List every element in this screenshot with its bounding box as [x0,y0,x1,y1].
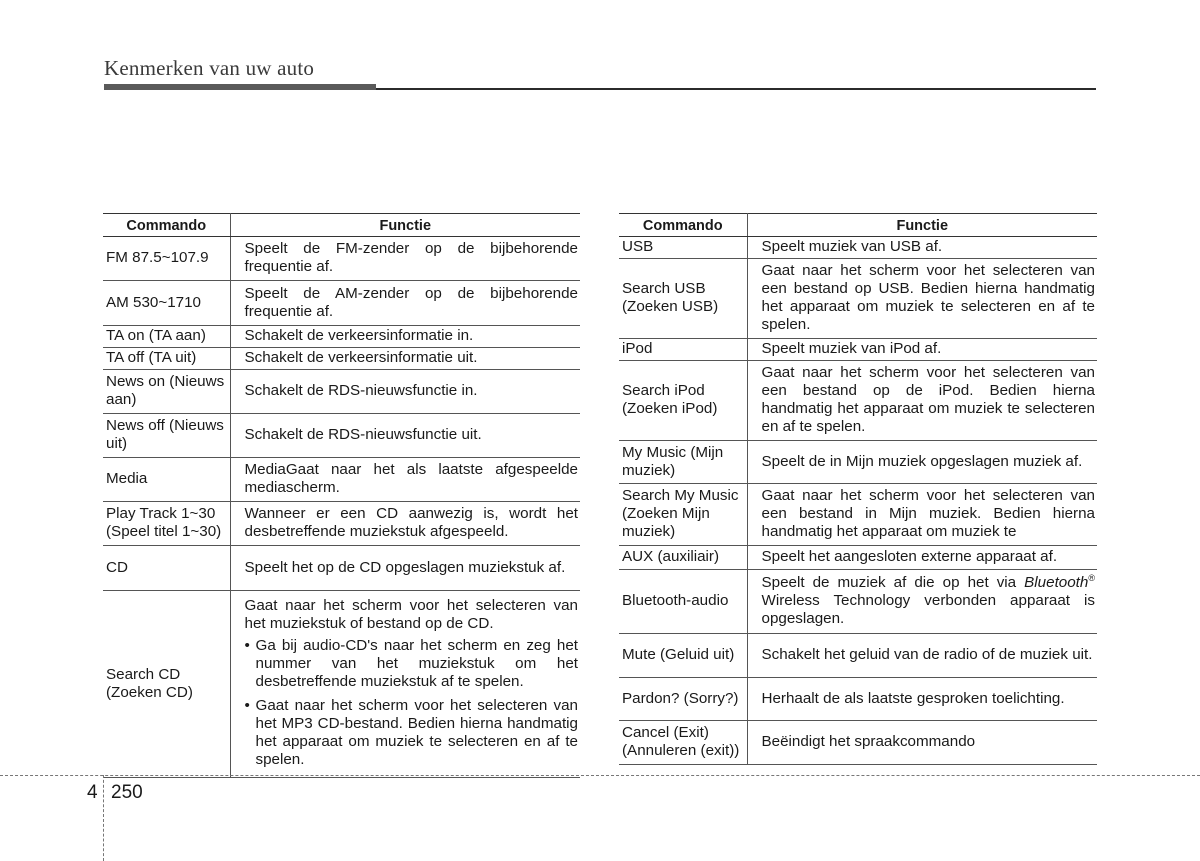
command-cell: AUX (auxiliair) [619,546,747,570]
table-row [103,326,580,348]
column-header-function: Functie [747,214,1097,237]
function-cell: Speelt de FM-zender op de bijbehorende frequentie af. [230,237,580,281]
function-cell: Speelt muziek van USB af. [747,237,1097,259]
function-cell: Speelt de in Mijn muziek opgeslagen muziek af. [747,441,1097,484]
table-row [103,348,580,370]
function-cell: Schakelt de RDS-nieuwsfunctie in. [230,370,580,414]
table-row [103,281,580,326]
table-row [619,259,1097,339]
function-cell: Speelt het op de CD opgeslagen muziekstuk af. [230,546,580,591]
function-cell: Wanneer er een CD aanwezig is, wordt het desbetreffende muziekstuk afgespeeld. [230,502,580,546]
command-cell: Search CD (Zoeken CD) [103,591,230,778]
function-cell [747,570,1097,634]
page-header-title: Kenmerken van uw auto [104,56,315,80]
command-cell: TA off (TA uit) [103,348,230,370]
table-row [103,414,580,458]
command-cell: Mute (Geluid uit) [619,634,747,678]
list-item [245,697,579,769]
command-cell: CD [103,546,230,591]
right-command-table [619,213,1097,765]
table-row [619,237,1097,259]
table-row [619,339,1097,361]
left-command-table [103,213,580,778]
table-row-bluetooth [619,570,1097,634]
footer-vertical-dashed-rule [103,775,104,861]
command-cell: Search My Music (Zoeken Mijn muziek) [619,484,747,546]
table-row [619,546,1097,570]
table-row [103,546,580,591]
column-header-function: Functie [230,214,580,237]
list-item-text: Gaat naar het scherm voor het selecteren van het MP3 CD-bestand. Bedien hierna handmatig het apparaat om muziek te selecteren en af te spelen. [255,697,578,768]
command-cell: Play Track 1~30 (Speel titel 1~30) [103,502,230,546]
bluetooth-brand: Bluetooth [1024,574,1089,591]
footer-dashed-rule [0,775,1200,776]
bullet-icon: • [244,697,250,714]
function-cell: Speelt de AM-zender op de bijbehorende frequentie af. [230,281,580,326]
function-cell: Gaat naar het scherm voor het selecteren van een bestand op USB. Bedien hierna handmatig het apparaat om muziek te selecteren en af te spelen. [747,259,1097,339]
command-cell: USB [619,237,747,259]
bluetooth-desc-post: Wireless Technology verbonden apparaat is opgeslagen. [761,592,1095,627]
command-cell: Search USB (Zoeken USB) [619,259,747,339]
function-cell: Schakelt de verkeersinformatie in. [230,326,580,348]
list-item [245,637,579,691]
command-cell: Media [103,458,230,502]
bluetooth-desc-pre: Speelt de muziek af die op het via [761,574,1025,591]
function-cell: Schakelt de RDS-nieuwsfunctie uit. [230,414,580,458]
table-row [619,678,1097,721]
table-row-search-cd [103,591,580,778]
registered-mark: ® [1088,572,1095,583]
table-row [619,634,1097,678]
command-cell: Pardon? (Sorry?) [619,678,747,721]
function-cell: Schakelt het geluid van de radio of de muziek uit. [747,634,1097,678]
search-cd-intro: Gaat naar het scherm voor het selecteren van het muziekstuk of bestand op de CD. [244,597,578,632]
table-row [103,370,580,414]
function-cell: Speelt muziek van iPod af. [747,339,1097,361]
command-cell: FM 87.5~107.9 [103,237,230,281]
table-row [619,361,1097,441]
command-cell: News off (Nieuws uit) [103,414,230,458]
function-cell: Schakelt de verkeersinformatie uit. [230,348,580,370]
search-cd-bullet-list [245,637,579,769]
table-row [103,237,580,281]
command-cell: Bluetooth-audio [619,570,747,634]
function-cell: Gaat naar het scherm voor het selecteren van een bestand op de iPod. Bedien hierna handmatig het apparaat om muziek te selecteren en af te spelen. [747,361,1097,441]
function-cell: MediaGaat naar het als laatste afgespeelde mediascherm. [230,458,580,502]
function-cell: Beëindigt het spraakcommando [747,721,1097,765]
table-row [103,458,580,502]
command-cell: News on (Nieuws aan) [103,370,230,414]
chapter-number: 4 [87,782,98,803]
table-row [619,484,1097,546]
command-cell: Search iPod (Zoeken iPod) [619,361,747,441]
bullet-icon: • [244,637,250,654]
column-header-command: Commando [103,214,230,237]
table-row [619,441,1097,484]
table-row [619,721,1097,765]
function-cell [230,591,580,778]
command-cell: iPod [619,339,747,361]
command-cell: AM 530~1710 [103,281,230,326]
table-row [103,502,580,546]
function-cell: Herhaalt de als laatste gesproken toelichting. [747,678,1097,721]
header-rule-accent [104,84,376,90]
page-number: 250 [111,782,143,803]
column-header-command: Commando [619,214,747,237]
command-cell: TA on (TA aan) [103,326,230,348]
function-cell: Gaat naar het scherm voor het selecteren van een bestand in Mijn muziek. Bedien hierna handmatig het apparaat om muziek te [747,484,1097,546]
command-cell: Cancel (Exit) (Annuleren (exit)) [619,721,747,765]
function-cell: Speelt het aangesloten externe apparaat af. [747,546,1097,570]
command-cell: My Music (Mijn muziek) [619,441,747,484]
list-item-text: Ga bij audio-CD's naar het scherm en zeg het nummer van het muziekstuk om het desbetreffende muziekstuk af te spelen. [255,637,578,690]
